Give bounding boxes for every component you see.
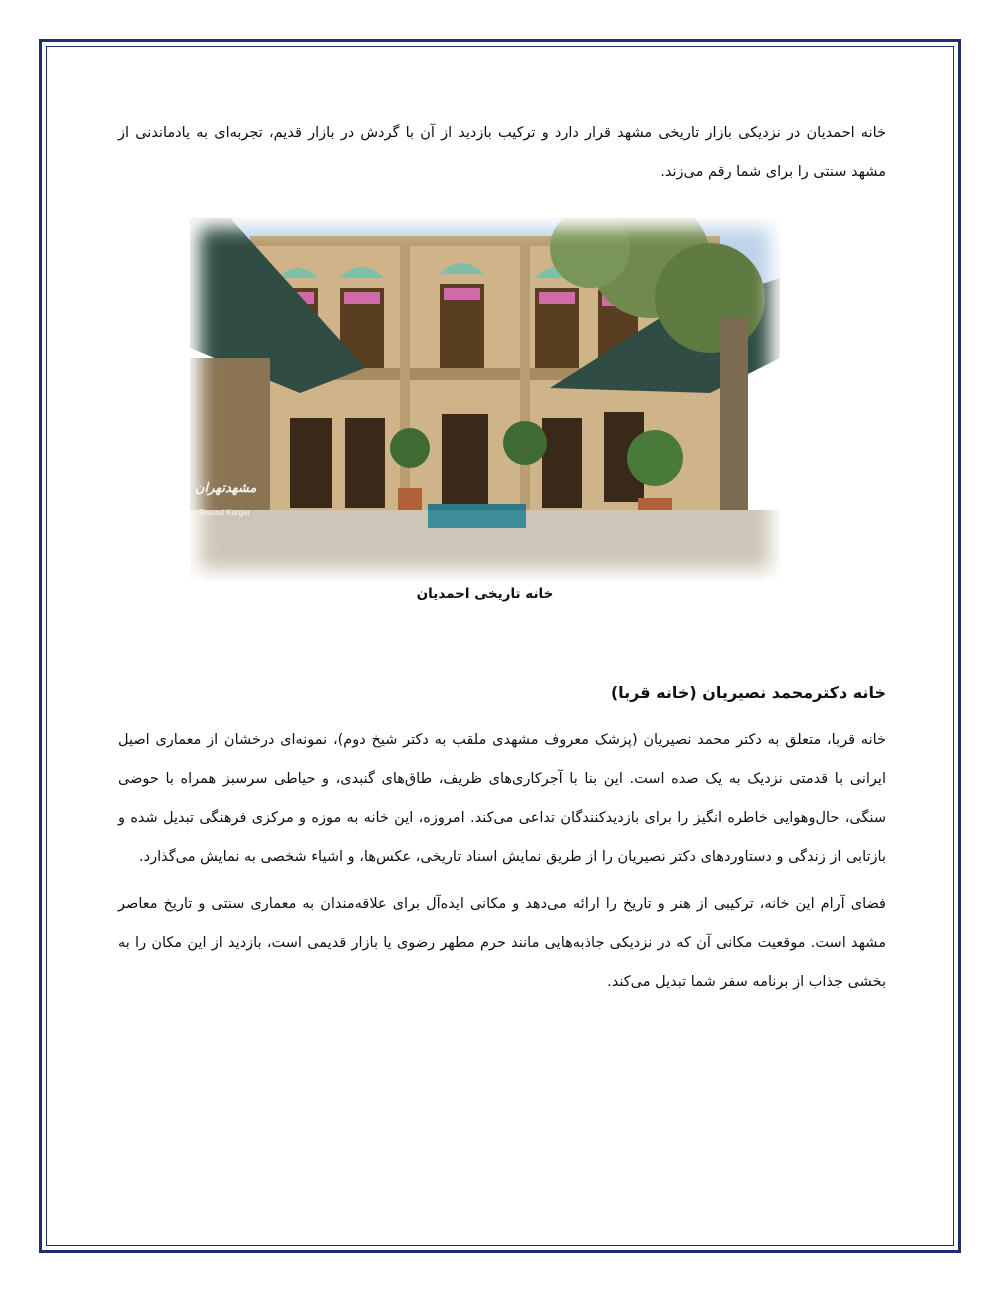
ahmadian-house-photo [190, 218, 780, 580]
watermark-logo: مشهدتهران [195, 481, 257, 496]
intro-paragraph: خانه احمدیان در نزدیکی بازار تاریخی مشهد قرار دارد و ترکیب بازدید از آن با گردش در بازار قدیم، تجربه‌ای به یادماندنی از مشهد سنتی را برای شما رقم می‌زند. [118, 125, 886, 180]
photo-caption: خانه تاریخی احمدیان [416, 586, 554, 602]
section-paragraph-1: خانه قربا، متعلق به دکتر محمد نصیریان (پزشک معروف مشهدی ملقب به دکتر شیخ دوم)، نمونه‌ای درخشان از معماری اصیل ایرانی با قدمتی نزدیک به یک صده است. این بنا با آجرکاری‌های ظریف، طاق‌های گنبدی، و حیاطی سرسبز همراه با حوضی سنگی، حال‌وهوایی خاطره انگیز را برای بازدیدکنندگان تداعی می‌کند. امروزه، این خانه به موزه و مرکزی فرهنگی تبدیل شده و بازتابی از زندگی و دستاوردهای دکتر نصیریان را از طریق نمایش اسناد تاریخی، عکس‌ها، و اشیاء شخصی به نمایش می‌گذارد. [118, 732, 886, 865]
watermark-credit: Rasoul Kargar [199, 508, 251, 517]
intro-block [118, 114, 886, 192]
nasirian-section [118, 673, 886, 1002]
section-heading: خانه دکترمحمد نصیریان (خانه قربا) [610, 683, 886, 702]
section-paragraph-2: فضای آرام این خانه، ترکیبی از هنر و تاریخ را ارائه می‌دهد و مکانی ایده‌آل برای علاقه‌مندان به معماری سنتی و تاریخ معاصر مشهد است. موقعیت مکانی آن که در نزدیکی جاذبه‌هایی مانند حرم مطهر رضوی یا بازار قدیمی است، بازدید از این مکان را به بخشی جذاب از برنامه سفر شما تبدیل می‌کند. [118, 896, 886, 990]
